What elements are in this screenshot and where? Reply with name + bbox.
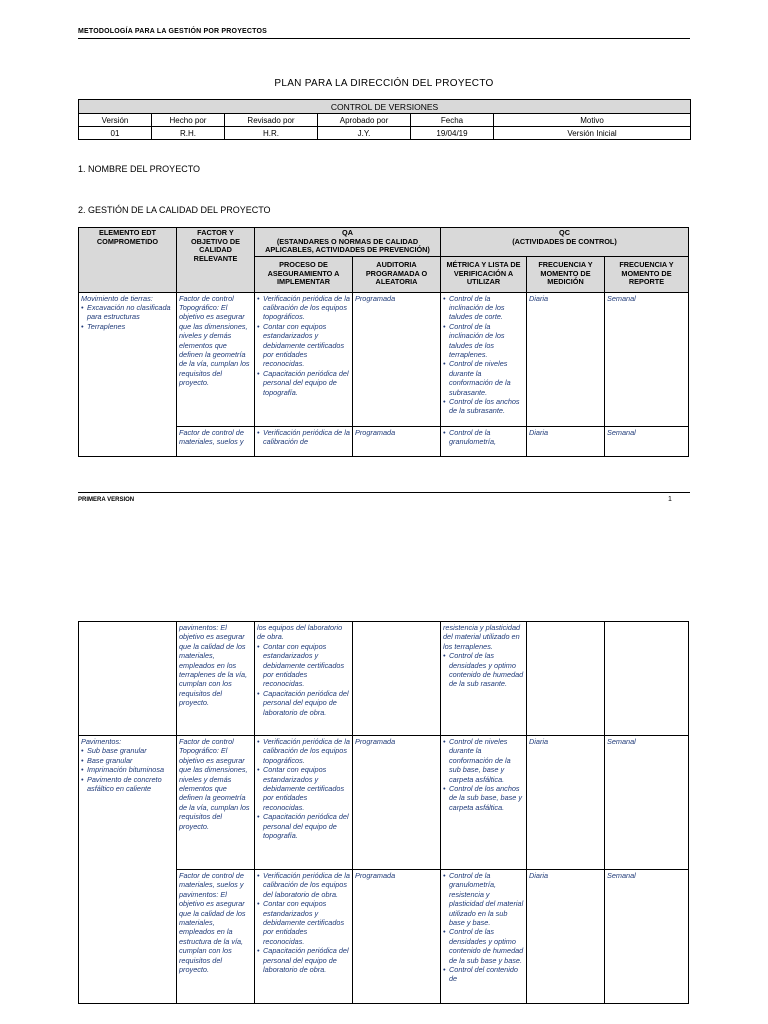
header-metrica: MÉTRICA Y LISTA DE VERIFICACIÓN A UTILIZAR bbox=[441, 256, 527, 292]
list-item: • Contar con equipos estandarizados y debidamente certificados por entidades reconocidas. bbox=[257, 642, 350, 689]
list-item: • Pavimento de concreto asfáltico en caliente bbox=[81, 775, 174, 794]
col-version: Versión bbox=[79, 114, 152, 127]
cell-version: 01 bbox=[79, 127, 152, 140]
header-qc bbox=[441, 228, 689, 257]
header-proceso: PROCESO DE ASEGURAMIENTO A IMPLEMENTAR bbox=[255, 256, 353, 292]
cell-hecho-por: R.H. bbox=[152, 127, 225, 140]
version-table-caption: CONTROL DE VERSIONES bbox=[79, 100, 691, 114]
header-qa-sub: (ESTANDARES O NORMAS DE CALIDAD APLICABLES, ACTIVIDADES DE PREVENCIÓN) bbox=[265, 236, 430, 254]
list-item: • Base granular bbox=[81, 756, 174, 765]
page-gap bbox=[0, 510, 768, 620]
header-edt: ELEMENTO EDT COMPROMETIDO bbox=[79, 228, 177, 293]
cell-frec-reporte: Semanal bbox=[605, 870, 689, 1004]
header-qa bbox=[255, 228, 441, 257]
list-item: • Excavación no clasificada para estructuras bbox=[81, 303, 174, 322]
list-item: • Control de la granulometría, resistencia y plasticidad del material utilizado en la sub base y base. bbox=[443, 871, 524, 927]
list-item: • Verificación periódica de la calibración de bbox=[257, 428, 350, 447]
list-item: • Control de los anchos de la sub base, base y carpeta asfáltica. bbox=[443, 784, 524, 812]
list-item: • Control de los anchos de la subrasante. bbox=[443, 397, 524, 416]
edt-title: Pavimentos: bbox=[81, 737, 122, 746]
list-item: • Verificación periódica de la calibración de los equipos topográficos. bbox=[257, 294, 350, 322]
cell-proceso bbox=[255, 870, 353, 1004]
footer-rule bbox=[78, 492, 690, 493]
cell-metrica bbox=[441, 736, 527, 870]
list-item: • Control de la inclinación de los taludes de los terraplenes. bbox=[443, 322, 524, 360]
list-item: • Contar con equipos estandarizados y debidamente certificados por entidades reconocidas. bbox=[257, 322, 350, 369]
list-item: • Sub base granular bbox=[81, 746, 174, 755]
header-qc-label: QC bbox=[559, 228, 570, 237]
cell-frec-reporte: Semanal bbox=[605, 736, 689, 870]
list-item: • Contar con equipos estandarizados y debidamente certificados por entidades reconocidas. bbox=[257, 765, 350, 812]
header-frec-reporte: FRECUENCIA Y MOMENTO DE REPORTE bbox=[605, 256, 689, 292]
cell-edt bbox=[79, 736, 177, 1004]
col-motivo: Motivo bbox=[494, 114, 691, 127]
header-factor: FACTOR Y OBJETIVO DE CALIDAD RELEVANTE bbox=[177, 228, 255, 293]
list-item: • Capacitación periódica del personal del equipo de laboratorio de obra. bbox=[257, 689, 350, 717]
cell-frec-medicion: Diaria bbox=[527, 426, 605, 456]
page-number: 1 bbox=[668, 496, 672, 503]
list-item: • Control del contenido de bbox=[443, 965, 524, 984]
header-qa-label: QA bbox=[342, 228, 353, 237]
table-row bbox=[79, 292, 689, 426]
cell-frec-medicion: Diaria bbox=[527, 870, 605, 1004]
cell-proceso bbox=[255, 622, 353, 736]
edt-title: Movimiento de tierras: bbox=[81, 293, 153, 303]
cell-metrica bbox=[441, 870, 527, 1004]
cell-metrica bbox=[441, 292, 527, 426]
col-fecha: Fecha bbox=[411, 114, 494, 127]
document-title: PLAN PARA LA DIRECCIÓN DEL PROYECTO bbox=[274, 78, 494, 89]
cell-metrica bbox=[441, 426, 527, 456]
list-item: • Capacitación periódica del personal del equipo de topografía. bbox=[257, 369, 350, 397]
proceso-lead: los equipos del laboratorio de obra. bbox=[257, 623, 343, 642]
cell-auditoria: Programada bbox=[353, 870, 441, 1004]
cell-proceso bbox=[255, 426, 353, 456]
cell-frec-medicion bbox=[527, 622, 605, 736]
cell-metrica bbox=[441, 622, 527, 736]
list-item: • Verificación periódica de la calibración de los equipos topográficos. bbox=[257, 737, 350, 765]
cell-frec-reporte: Semanal bbox=[605, 292, 689, 426]
cell-factor: Factor de control Topográfico: El objetivo es asegurar que las dimensiones, niveles y demás elementos que definen la geometría de la vía, cumplan los requisitos del proyecto. bbox=[177, 736, 255, 870]
list-item: • Terraplenes bbox=[81, 322, 174, 331]
cell-aprobado-por: J.Y. bbox=[318, 127, 411, 140]
edt-list bbox=[81, 303, 174, 331]
cell-auditoria: Programada bbox=[353, 292, 441, 426]
cell-factor: Factor de control de materiales, suelos y bbox=[177, 426, 255, 456]
quality-management-table bbox=[78, 227, 689, 457]
header-qc-sub: (ACTIVIDADES DE CONTROL) bbox=[512, 236, 617, 246]
cell-factor: Factor de control Topográfico: El objetivo es asegurar que las dimensiones, niveles y demás elementos que definen la geometría de la vía, cumplan los requisitos del proyecto. bbox=[177, 292, 255, 426]
section-heading-1: 1. NOMBRE DEL PROYECTO bbox=[78, 164, 201, 174]
footer-label: PRIMERA VERSION bbox=[78, 497, 135, 503]
cell-proceso bbox=[255, 292, 353, 426]
col-aprobado-por: Aprobado por bbox=[318, 114, 411, 127]
list-item: • Control de niveles durante la conformación de la subrasante. bbox=[443, 359, 524, 397]
list-item: • Contar con equipos estandarizados y debidamente certificados por entidades reconocidas. bbox=[257, 899, 350, 946]
cell-frec-reporte bbox=[605, 622, 689, 736]
table-row bbox=[79, 736, 689, 870]
cell-factor: pavimentos: El objetivo es asegurar que la calidad de los materiales, empleados en los terraplenes de la vía, cumplan con los requisitos del proyecto. bbox=[177, 622, 255, 736]
header-rule bbox=[78, 38, 690, 39]
list-item: • Control de niveles durante la conformación de la sub base, base y carpeta asfáltica. bbox=[443, 737, 524, 784]
version-control-table bbox=[78, 99, 691, 140]
running-header: METODOLOGÍA PARA LA GESTIÓN POR PROYECTOS bbox=[78, 28, 268, 35]
cell-edt bbox=[79, 292, 177, 456]
cell-proceso bbox=[255, 736, 353, 870]
list-item: • Control de las densidades y optimo contenido de humedad de la sub rasante. bbox=[443, 651, 524, 689]
quality-management-table-continued bbox=[78, 621, 689, 1004]
section-heading-2: 2. GESTIÓN DE LA CALIDAD DEL PROYECTO bbox=[78, 205, 271, 215]
cell-edt bbox=[79, 622, 177, 736]
col-hecho-por: Hecho por bbox=[152, 114, 225, 127]
cell-factor: Factor de control de materiales, suelos y pavimentos: El objetivo es asegurar que la calidad de los materiales, empleados en la estructura de la vía, cumplan con los requisitos del proyecto. bbox=[177, 870, 255, 1004]
page-1 bbox=[0, 0, 768, 510]
list-item: • Verificación periódica de la calibración de los equipos del laboratorio de obra. bbox=[257, 871, 350, 899]
header-frec-medicion: FRECUENCIA Y MOMENTO DE MEDICIÓN bbox=[527, 256, 605, 292]
table-row bbox=[79, 127, 691, 140]
col-revisado-por: Revisado por bbox=[225, 114, 318, 127]
list-item: • Imprimación bituminosa bbox=[81, 765, 174, 774]
list-item: • Control de la granulometría, bbox=[443, 428, 524, 447]
cell-auditoria: Programada bbox=[353, 426, 441, 456]
metrica-lead: resistencia y plasticidad del material utilizado en los terraplenes. bbox=[443, 623, 521, 651]
cell-frec-reporte: Semanal bbox=[605, 426, 689, 456]
list-item: • Control de las densidades y optimo contenido de humedad de la sub base y base. bbox=[443, 927, 524, 965]
table-row bbox=[79, 622, 689, 736]
cell-auditoria: Programada bbox=[353, 736, 441, 870]
list-item: • Capacitación periódica del personal del equipo de laboratorio de obra. bbox=[257, 946, 350, 974]
cell-frec-medicion: Diaria bbox=[527, 292, 605, 426]
list-item: • Capacitación periódica del personal del equipo de topografía. bbox=[257, 812, 350, 840]
cell-fecha: 19/04/19 bbox=[411, 127, 494, 140]
cell-motivo: Versión Inicial bbox=[494, 127, 691, 140]
cell-revisado-por: H.R. bbox=[225, 127, 318, 140]
list-item: • Control de la inclinación de los taludes de corte. bbox=[443, 294, 524, 322]
cell-auditoria bbox=[353, 622, 441, 736]
header-auditoria: AUDITORIA PROGRAMADA O ALEATORIA bbox=[353, 256, 441, 292]
cell-frec-medicion: Diaria bbox=[527, 736, 605, 870]
